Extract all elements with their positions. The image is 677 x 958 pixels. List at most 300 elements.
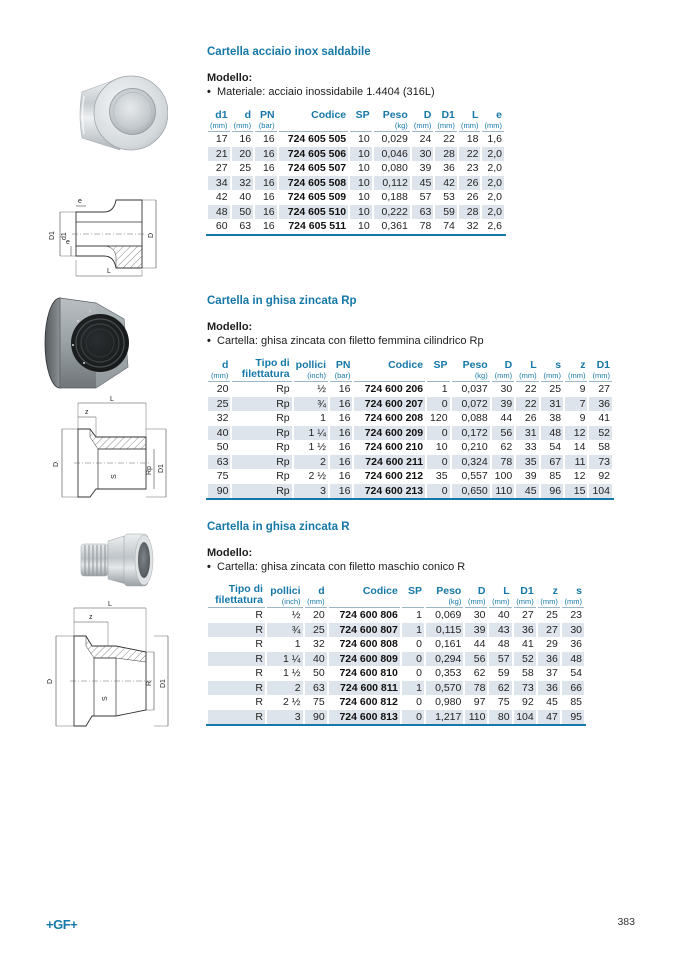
table-cell: R [208,652,265,667]
table-cell: 95 [562,710,584,725]
table-cell: 9 [579,412,586,424]
table-row [208,484,612,499]
table-cell: 2 [267,681,303,696]
dim-label: S [111,474,118,479]
table-cell: 0 [402,652,424,667]
table-row [208,469,612,484]
table-cell: 724 600 206 [364,383,424,395]
table-cell: 43 [489,623,511,638]
table-cell: 25 [208,397,230,412]
column-header: d1 (mm) [208,110,230,132]
table-row [208,623,584,638]
dim-label: e [78,198,82,205]
table-cell: 2 ½ [283,696,301,708]
column-header: Peso (kg) [374,110,410,132]
table-cell: 724 605 508 [279,176,349,191]
table-cell: 2,0 [487,191,502,203]
dim-label: e [66,239,70,246]
table-row [208,190,504,205]
table-cell: 25 [549,383,562,395]
table-cell: 75 [312,696,325,708]
table-cell: 63 [305,681,327,696]
table-cell: 36 [443,162,455,174]
table-cell: 3 [294,484,328,499]
table-cell: 120 [430,412,448,424]
table-cell: 90 [208,484,230,499]
column-header: Codice [354,358,425,382]
table-cell: 16 [262,220,275,232]
table-row [208,710,584,725]
table-cell: 724 600 208 [364,412,424,424]
table-cell: 0,172 [452,426,490,441]
column-header: Peso (kg) [452,358,490,382]
column-header: D (mm) [492,358,514,382]
table-cell: 0,570 [426,681,463,696]
table-cell: 40 [239,191,252,203]
table-row [208,219,504,234]
table-cell: 57 [489,652,511,667]
table-cell: 0,115 [426,623,463,638]
table-cell: ½ [291,609,301,621]
table-cell: 724 600 812 [339,696,398,708]
table-cell: 10 [350,205,372,220]
table-cell: 80 [489,710,511,725]
table-cell: 23 [466,162,479,174]
table-cell: 724 600 211 [354,455,425,470]
table-cell: 0,080 [381,162,408,174]
column-header: PN (bar) [255,110,277,132]
table-cell: 2,0 [482,176,504,191]
table-cell: 16 [262,191,275,203]
table-cell: 44 [500,412,513,424]
table-cell: 28 [435,147,457,162]
table-cell: 32 [312,638,325,650]
table-cell: 0 [402,710,424,725]
table-cell: 11 [565,455,587,470]
table-cell: 59 [497,667,510,679]
table-cell: 1,217 [426,710,463,725]
table-cell: 53 [443,191,455,203]
table-cell: 56 [492,426,514,441]
table-cell: 0 [416,667,422,679]
table-cell: 40 [497,609,510,621]
table-cell: 34 [208,176,230,191]
table-row [208,147,504,162]
column-header: Codice [329,584,400,608]
table-cell: 32 [216,412,229,424]
table-cell: 26 [459,176,481,191]
table-cell: 58 [522,667,534,679]
table-row [208,411,612,426]
dim-label: L [108,601,112,608]
table-cell: 10 [350,147,372,162]
table-cell: R [255,609,263,621]
table-cell: 0 [416,696,422,708]
column-header: e (mm) [482,110,504,132]
table-cell: 26 [524,412,537,424]
table-cell: 22 [516,397,538,412]
table-cell: 10 [358,191,370,203]
table-cell: 724 605 505 [287,133,347,145]
table-cell: 16 [330,397,352,412]
table-cell: 0,037 [461,383,488,395]
table-cell: 54 [570,667,582,679]
table-cell: 1 ¼ [294,426,328,441]
table-cell: Rp [276,441,290,453]
dim-label: D1 [49,231,56,240]
table-cell: 104 [589,484,612,499]
table-cell: 26 [466,191,479,203]
table-cell: R [255,638,263,650]
table-cell: 0,650 [452,484,490,499]
section-title-1: Cartella acciaio inox saldabile [207,46,371,58]
dim-label: R [146,680,153,686]
table-cell: 54 [549,441,562,453]
column-header: D (mm) [412,110,434,132]
table-cell: 10 [350,176,372,191]
table-cell: Rp [232,484,291,499]
table-cell: 724 600 207 [354,397,425,412]
dim-label: D [53,461,60,467]
table-cell: 16 [255,205,277,220]
table-cell: 41 [522,638,534,650]
table-cell: 48 [208,205,230,220]
table-cell: 35 [516,455,538,470]
table-cell: 724 605 510 [279,205,349,220]
table-cell: 18 [466,133,479,145]
table-cell: 16 [255,176,277,191]
table-cell: 0 [416,638,422,650]
table-cell: 724 600 213 [354,484,425,499]
table-row [208,681,584,696]
table-cell: 1 ½ [283,667,301,679]
table-cell: ½ [317,383,327,395]
dim-label: L [110,396,114,403]
table-cell: 30 [412,147,434,162]
table-cell: 73 [589,455,612,470]
table-cell: 16 [330,484,352,499]
dim-label: d1 [61,232,68,240]
table-cell: 20 [232,147,254,162]
table-cell: 724 600 807 [329,623,400,638]
table-cell: 724 600 811 [329,681,400,696]
table-cell: 78 [419,220,432,232]
bullet-dot: • [207,86,211,98]
table-cell: 31 [541,397,563,412]
dim-label: D [47,678,54,684]
table-row [208,455,612,470]
table-cell: 10 [358,162,370,174]
table-cell: 48 [541,426,563,441]
table-cell: 33 [524,441,537,453]
table-cell: 110 [465,710,487,725]
table-cell: 85 [549,470,562,482]
table-row [208,666,584,681]
table-cell: 52 [589,426,612,441]
table-cell: 50 [232,205,254,220]
column-header: L (mm) [489,584,511,608]
table-cell: 0,088 [461,412,488,424]
table-cell: 23 [570,609,582,621]
table-cell: 75 [216,470,229,482]
table-cell: 10 [435,441,448,453]
table-cell: 0 [427,484,449,499]
column-header: SP [350,110,372,132]
table-cell: 1 [402,623,424,638]
table-cell: 0,161 [435,638,462,650]
table-cell: 12 [573,470,586,482]
bullet-dot: • [207,335,211,347]
table-cell: 36 [589,397,612,412]
table-cell: 36 [538,681,560,696]
table-cell: Rp [232,426,291,441]
table-cell: 62 [473,667,486,679]
column-header: D1 (mm) [435,110,457,132]
table-cell: 90 [305,710,327,725]
table-row [208,426,612,441]
table-cell: 0,029 [381,133,408,145]
table-cell: 41 [598,412,610,424]
table-cell: 724 600 813 [329,710,400,725]
table-cell: 25 [546,609,558,621]
table-cell: 30 [500,383,513,395]
column-header: PN (bar) [330,358,352,382]
product-photo-stainless-collar [74,64,168,164]
table-row [208,161,504,176]
column-header: Codice [279,110,349,132]
table-cell: 1 [294,638,301,650]
table-cell: 16 [338,383,351,395]
table-cell: 724 600 210 [364,441,424,453]
table-cell: 25 [305,623,327,638]
bullet-item-1: • Materiale: acciaio inossidabile 1.4404 (316L) [207,86,435,98]
table-cell: 9 [579,383,586,395]
dim-label: D1 [158,464,165,473]
table-cell: 38 [549,412,562,424]
table-cell: Rp [232,455,291,470]
column-header: Peso (kg) [426,584,463,608]
column-header: d (mm) [305,584,327,608]
table-cell: 15 [565,484,587,499]
column-header: SP [402,584,424,608]
table-cell: 66 [562,681,584,696]
table-cell: 1 ½ [308,441,327,453]
table-cell: 1 [402,681,424,696]
table-cell: 48 [562,652,584,667]
model-label-3: Modello: [207,547,253,559]
table-cell: 63 [208,455,230,470]
dim-label: z [85,409,89,416]
table-cell: 45 [516,484,538,499]
table-cell: R [208,710,265,725]
table-cell: 27 [522,609,534,621]
table-cell: 0,112 [374,176,410,191]
table-cell: 50 [216,441,229,453]
bullet-dot: • [207,561,211,573]
table-cell: ¾ [294,397,328,412]
table-cell: R [208,623,265,638]
table-cell: 724 600 808 [339,638,398,650]
column-header: L (mm) [516,358,538,382]
table-cell: 59 [435,205,457,220]
table-cell: 724 600 810 [339,667,398,679]
table-cell: 1 ¼ [267,652,303,667]
table-cell: 3 [267,710,303,725]
table-cell: 16 [330,426,352,441]
table-cell: R [208,681,265,696]
product-photo-female-socket [40,293,138,393]
table-cell: 36 [570,638,582,650]
table-cell: 92 [598,470,610,482]
page-number: 383 [617,916,635,928]
table-cell: 724 605 506 [279,147,349,162]
table-cell: 24 [419,133,432,145]
column-header: SP [427,358,449,382]
table-cell: R [255,696,263,708]
table-cell: ¾ [267,623,303,638]
table-cell: 2 ½ [308,470,327,482]
table-cell: 29 [546,638,558,650]
table-cell: 21 [208,147,230,162]
table-cell: 56 [465,652,487,667]
column-header: D1 (mm) [514,584,536,608]
table-cell: 0,294 [426,652,463,667]
table-cell: 2 [294,455,328,470]
table-cell: 7 [565,397,587,412]
table-cell: 724 600 212 [364,470,424,482]
technical-drawing-socket-rp [48,393,174,509]
table-cell: 1 [441,383,448,395]
table-cell: 62 [500,441,513,453]
table-cell: 16 [338,412,351,424]
column-header: L (mm) [459,110,481,132]
table-cell: 60 [215,220,228,232]
table-cell: 724 605 509 [287,191,347,203]
table-cell: 92 [522,696,534,708]
table-cell: 0 [427,397,449,412]
table-cell: 0,072 [452,397,490,412]
table-cell: 100 [494,470,513,482]
table-cell: 0,046 [374,147,410,162]
column-header: pollici (inch) [267,584,303,608]
table-cell: 16 [262,133,275,145]
column-header: s (mm) [562,584,584,608]
table-row [208,382,612,397]
table-cell: 39 [419,162,432,174]
dim-label: S [102,696,109,701]
table-cell: 2,0 [487,162,502,174]
table-cell: 25 [239,162,252,174]
table-cell: 78 [465,681,487,696]
dim-label: L [107,268,111,275]
table-cell: 10 [358,220,370,232]
table-cell: 40 [305,652,327,667]
table-cell: 16 [239,133,252,145]
technical-drawing-collar [46,182,170,282]
table-cell: 0,324 [452,455,490,470]
table-row [208,652,584,667]
section-title-3: Cartella in ghisa zincata R [207,521,350,533]
table-cell: 16 [330,455,352,470]
model-label-2: Modello: [207,321,253,333]
table-cell: 724 605 511 [288,220,347,232]
column-header: d (mm) [232,110,254,132]
table-cell: 0,222 [374,205,410,220]
table-cell: 104 [514,710,536,725]
table-row [208,695,584,710]
table-cell: 1,6 [487,133,502,145]
table-row [208,637,584,652]
table-cell: Rp [276,470,290,482]
table-cell: 0 [427,426,449,441]
table-cell: 37 [546,667,558,679]
table-cell: 47 [538,710,560,725]
table-cell: 73 [514,681,536,696]
table-cell: 12 [565,426,587,441]
table-cell: 40 [208,426,230,441]
table-cell: 75 [497,696,510,708]
table-cell: 45 [412,176,434,191]
table-row [208,440,612,455]
dim-label: Rp [146,466,153,475]
table-cell: 39 [492,397,514,412]
bullet-item-2: • Cartella: ghisa zincata con filetto femmina cilindrico Rp [207,335,484,347]
table-cell: 78 [492,455,514,470]
table-cell: 16 [338,441,351,453]
table-cell: 1 [416,609,422,621]
table-cell: 97 [473,696,486,708]
table-cell: 17 [215,133,228,145]
table-cell: 0,557 [461,470,488,482]
table-cell: 0 [427,455,449,470]
table-cell: 39 [465,623,487,638]
table-cell: 0,980 [435,696,462,708]
table-cell: 44 [473,638,486,650]
spec-table-ghisa-rp [206,358,614,500]
table-cell: 32 [466,220,479,232]
table-row [208,132,504,147]
table-cell: 2,0 [482,147,504,162]
table-cell: 31 [516,426,538,441]
table-cell: 30 [562,623,584,638]
table-cell: 42 [215,191,228,203]
spec-table-ghisa-r [206,584,586,726]
table-cell: 27 [598,383,610,395]
table-cell: 14 [573,441,586,453]
table-row [208,397,612,412]
table-cell: 35 [435,470,448,482]
table-cell: Rp [232,397,291,412]
table-cell: 85 [570,696,582,708]
column-header: z (mm) [565,358,587,382]
table-cell: 30 [473,609,486,621]
table-cell: 0,361 [381,220,408,232]
product-photo-male-adapter [78,527,158,593]
table-row [208,205,504,220]
table-cell: 22 [459,147,481,162]
table-cell: 0,069 [435,609,462,621]
table-cell: 63 [412,205,434,220]
table-cell: 74 [443,220,455,232]
table-cell: 16 [262,162,275,174]
section-title-2: Cartella in ghisa zincata Rp [207,295,357,307]
table-cell: 58 [598,441,610,453]
table-cell: 2,6 [487,220,502,232]
table-cell: 22 [524,383,537,395]
column-header: z (mm) [538,584,560,608]
table-cell: 16 [255,147,277,162]
table-cell: 67 [541,455,563,470]
